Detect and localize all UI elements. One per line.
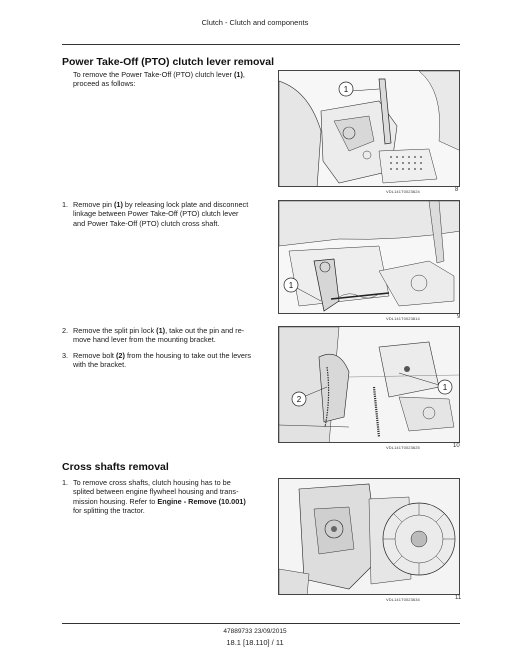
step-2-text-b: , take out the pin and re- — [165, 326, 245, 335]
cross-step-1-text-d: for splitting the tractor. — [73, 506, 145, 516]
step-3-ref: (2) — [116, 351, 125, 360]
cross-step-1-text-b: splited between engine flywheel housing and trans- — [73, 487, 239, 497]
figure-11-code: VDL141T0023634 — [386, 597, 420, 602]
step-1-ref: (1) — [113, 200, 123, 209]
step-3-text-a: Remove bolt — [73, 351, 116, 360]
figure-8 — [278, 70, 460, 187]
figure-9 — [278, 200, 460, 314]
figure-8-code: VDL141T0023624 — [386, 189, 420, 194]
figure-9-illustration — [279, 201, 460, 314]
step-3-text — [73, 351, 263, 370]
figure-11-number: 11 — [455, 595, 462, 601]
step-2-text-a: Remove the split pin lock — [73, 326, 157, 335]
footer-page-ref: 18.1 [18.110] / 11 — [226, 638, 284, 647]
cross-step-1-text-a: To remove cross shafts, clutch housing has to be — [73, 478, 231, 487]
intro-ref: (1) — [234, 70, 243, 79]
step-1-number: 1. — [62, 200, 69, 209]
step-1-text-c: linkage between Power Take-Off (PTO) clutch lever — [73, 209, 239, 219]
step-2-text-c: move hand lever from the mounting bracket. — [73, 335, 216, 345]
figure-10-number: 10 — [453, 443, 460, 449]
figure-8-number: 8 — [455, 187, 459, 193]
intro-text-c: proceed as follows: — [73, 79, 136, 89]
cross-step-1-text — [73, 478, 263, 516]
figure-11 — [278, 478, 460, 595]
figure-8-illustration — [279, 71, 460, 187]
figure-9-code: VDL141T0023814 — [386, 316, 420, 321]
intro-text-b: , — [242, 70, 245, 79]
figure-10-illustration — [279, 327, 460, 443]
step-3-number: 3. — [62, 351, 69, 360]
running-header: Clutch - Clutch and components — [201, 18, 309, 27]
figure-10-code: VDL141T0023625 — [386, 445, 420, 450]
figure-11-illustration — [279, 479, 460, 595]
figure-10-callout-2-label: 2 — [296, 395, 302, 404]
figure-8-callout-1-label: 1 — [343, 85, 349, 94]
section-title-pto: Power Take-Off (PTO) clutch lever removal — [62, 56, 275, 68]
section-title-cross-shafts: Cross shafts removal — [62, 461, 169, 473]
intro-paragraph — [73, 70, 263, 89]
intro-text-a: To remove the Power Take-Off (PTO) clutch lever — [73, 70, 234, 79]
step-1-text — [73, 200, 263, 228]
step-3-text-c: with the bracket. — [73, 360, 127, 370]
step-2-text — [73, 326, 263, 345]
step-2-number: 2. — [62, 326, 69, 335]
cross-step-1-number: 1. — [62, 478, 69, 487]
step-2-ref: (1) — [156, 326, 166, 335]
cross-step-1-ref: Engine - Remove (10.001) — [157, 496, 246, 506]
header-rule — [62, 44, 460, 45]
step-1-text-d: and Power Take-Off (PTO) clutch cross shaft. — [73, 218, 220, 228]
footer-doc-ref: 47889733 23/09/2015 — [223, 628, 287, 635]
step-3-text-b: from the housing to take out the levers — [124, 351, 252, 360]
figure-10 — [278, 326, 460, 443]
step-1-text-b: by releasing lock plate and disconnect — [122, 200, 249, 209]
cross-step-1-text-c: mission housing. Refer to — [73, 496, 158, 506]
figure-10-callout-1-label: 1 — [442, 383, 448, 392]
footer-rule — [62, 623, 460, 624]
step-1-text-a: Remove pin — [73, 200, 114, 209]
figure-9-callout-1-label: 1 — [288, 281, 294, 290]
figure-9-number: 9 — [457, 314, 461, 320]
